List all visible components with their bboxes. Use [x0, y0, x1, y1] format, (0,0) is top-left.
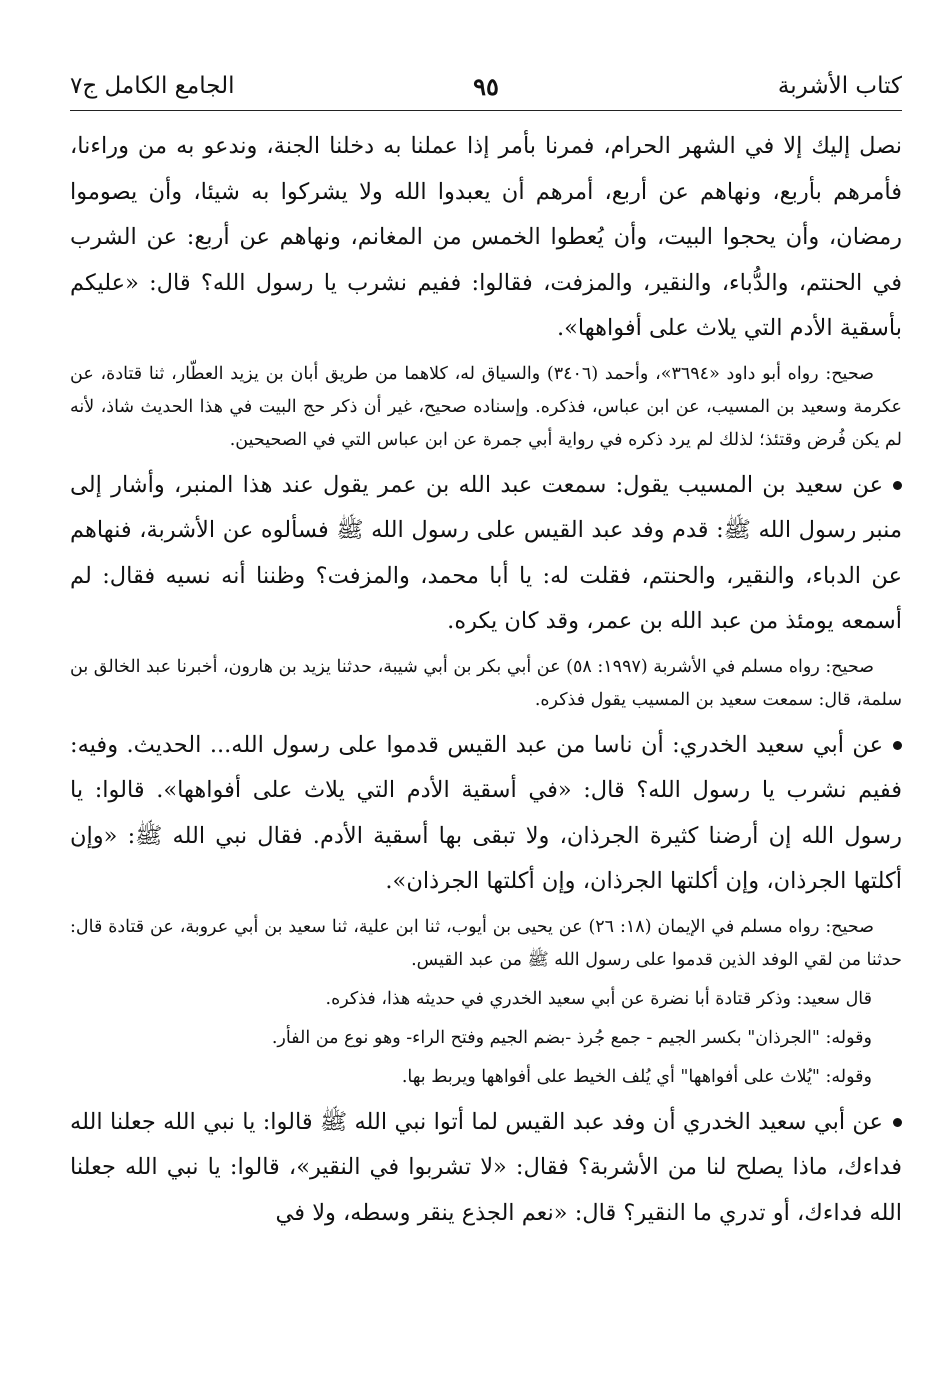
commentary-note: وقوله: "الجرذان" بكسر الجيم - جمع جُرذ -بضم الجيم وفتح الراء- وهو نوع من الفأر. [271, 1027, 872, 1048]
bullet-icon [893, 481, 902, 490]
page-body [70, 124, 902, 1242]
hadith-paragraph: عن أبي سعيد الخدري أن وفد عبد القيس لما أتوا نبي الله ﷺ قالوا: يا نبي الله جعلنا الله فداءك، ماذا يصلح لنا من الأشربة؟ فقال: «لا تشربوا في النقير»، قالوا: يا نبي الله جعلنا الله فداءك، أو تدري ما النقير؟ قال: «نعم الجذع ينقر وسطه، ولا في [70, 1108, 902, 1226]
hadith-paragraph: عن أبي سعيد الخدري: أن ناسا من عبد القيس قدموا على رسول الله... الحديث. وفيه: ففيم نشرب يا رسول الله؟ قال: «في أسقية الأدم التي يلاث على أفواهها». قالوا: يا رسول الله إن أرضنا كثيرة الجرذان، ولا تبقى بها أسقية الأدم. فقال نبي الله ﷺ: «وإن أكلتها الجرذان، وإن أكلتها الجرذان، وإن أكلتها الجرذان». [70, 731, 902, 894]
bullet-icon [893, 741, 902, 750]
hadith-paragraph: عن سعيد بن المسيب يقول: سمعت عبد الله بن عمر يقول عند هذا المنبر، وأشار إلى منبر رسول الله ﷺ: قدم وفد عبد القيس على رسول الله ﷺ فسألوه عن الأشربة، فنهاهم عن الدباء، والنقير، والحنتم، فقلت له: يا أبا محمد، والمزفت؟ وظننا أنه نسيه فقال: لم أسمعه يومئذ من عبد الله بن عمر، وقد كان يكره. [70, 471, 902, 634]
page-number: ٩٥ [473, 71, 499, 101]
takhrij-note: صحيح: رواه أبو داود «٣٦٩٤»، وأحمد (٣٤٠٦) والسياق له، كلاهما من طريق أبان بن يزيد العطّار، ثنا قتادة، عن عكرمة وسعيد بن المسيب، عن ابن عباس، فذكره. وإسناده صحيح، غير أن ذكر حج البيت في هذا الحديث شاذ، لأنه لم يكن فُرض وقتئذ؛ لذلك لم يرد ذكره في رواية أبي جمرة عن ابن عباس التي في الصحيحين. [70, 363, 902, 450]
book-volume-title: الجامع الكامل ج٧ [70, 73, 235, 99]
commentary-note: قال سعيد: وذكر قتادة أبا نضرة عن أبي سعيد الخدري في حديثه هذا، فذكره. [325, 988, 872, 1009]
page-header [70, 66, 902, 106]
section-title: كتاب الأشربة [777, 73, 902, 99]
commentary-note: وقوله: "يُلاث على أفواهها" أي يُلف الخيط على أفواهها ويربط بها. [401, 1066, 872, 1087]
takhrij-note: صحيح: رواه مسلم في الإيمان (١٨: ٢٦) عن يحيى بن أيوب، ثنا ابن علية، ثنا سعيد بن أبي عروبة، عن قتادة قال: حدثنا من لقي الوفد الذين قدموا على رسول الله ﷺ من عبد القيس. [70, 916, 902, 970]
header-divider [70, 110, 902, 111]
takhrij-note: صحيح: رواه مسلم في الأشربة (١٩٩٧: ٥٨) عن أبي بكر بن أبي شيبة، حدثنا يزيد بن هارون، أخبرنا عبد الخالق بن سلمة، قال: سمعت سعيد بن المسيب يقول فذكره. [70, 656, 902, 710]
bullet-icon [893, 1118, 902, 1127]
hadith-paragraph: نصل إليك إلا في الشهر الحرام، فمرنا بأمر إذا عملنا به دخلنا الجنة، وندعو به من وراءنا، فأمرهم بأربع، ونهاهم عن أربع، أمرهم أن يعبدوا الله ولا يشركوا به شيئا، وأن يصوموا رمضان، وأن يحجوا البيت، وأن يُعطوا الخمس من المغانم، ونهاهم عن أربع: عن الشرب في الحنتم، والدُّباء، والنقير، والمزفت، فقالوا: ففيم نشرب يا رسول الله؟ قال: «عليكم بأسقية الأدم التي يلاث على أفواهها». [70, 133, 902, 341]
